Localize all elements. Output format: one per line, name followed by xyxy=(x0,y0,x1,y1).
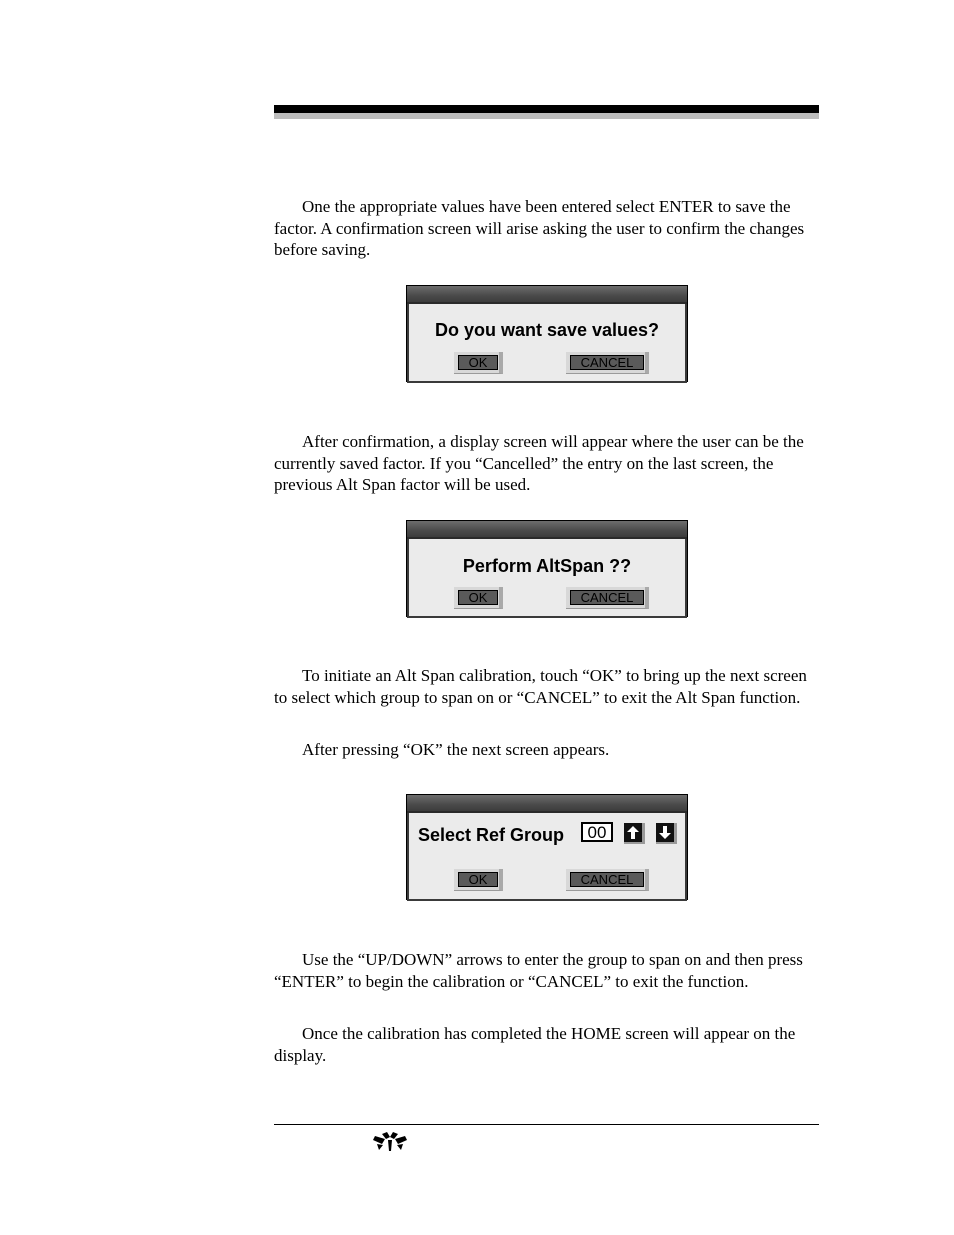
paragraph-home-screen: Once the calibration has completed the HOME screen will appear on the display. xyxy=(274,1024,796,1065)
dialog-perform-altspan xyxy=(406,520,688,617)
arrow-up-icon xyxy=(626,825,640,840)
dialog-titlebar xyxy=(407,795,687,813)
paragraph-save-instructions: One the appropriate values have been entered select ENTER to save the factor. A confirmation screen will arise asking the user to confirm the changes before saving. xyxy=(274,197,805,259)
dialog-titlebar xyxy=(407,286,687,304)
ref-group-value[interactable]: 00 xyxy=(581,822,613,842)
dialog-body xyxy=(407,813,687,901)
dialog-prompt: Do you want save values? xyxy=(434,320,660,340)
paragraph-up-down-instructions: Use the “UP/DOWN” arrows to enter the group to span on and then press “ENTER” to begin the calibration or “CANCEL” to exit the function. xyxy=(274,950,803,991)
cancel-button-label: CANCEL xyxy=(570,872,644,887)
arrow-down-icon xyxy=(658,825,672,840)
paragraph-confirmation: After confirmation, a display screen will appear where the user can be the currently saved factor. If you “Cancelled” the entry on the last screen, the previous Alt Span factor will be used. xyxy=(274,432,804,494)
cancel-button[interactable] xyxy=(566,869,649,891)
paragraph-initiate-altspan: To initiate an Alt Span calibration, touch “OK” to bring up the next screen to select which group to span on or “CANCEL” to exit the Alt Span function. xyxy=(274,666,807,707)
footer-rule xyxy=(274,1124,819,1125)
dialog-select-ref-group xyxy=(406,794,688,900)
dialog-body xyxy=(407,539,687,618)
ref-group-label: Select Ref Group xyxy=(418,825,565,845)
ok-button-label: OK xyxy=(458,872,498,887)
dialog-save-values xyxy=(406,285,688,382)
cancel-button-label: CANCEL xyxy=(570,590,644,605)
ok-button-label: OK xyxy=(458,355,498,370)
dialog-prompt: Perform AltSpan ?? xyxy=(462,556,632,576)
cancel-button-label: CANCEL xyxy=(570,355,644,370)
dialog-titlebar xyxy=(407,521,687,539)
arrow-up-button[interactable] xyxy=(624,823,645,844)
teledyne-logo-icon xyxy=(372,1131,408,1158)
cancel-button[interactable] xyxy=(566,352,649,374)
header-rule-black xyxy=(274,105,819,113)
ok-button-label: OK xyxy=(458,590,498,605)
ok-button[interactable] xyxy=(454,587,503,609)
ok-button[interactable] xyxy=(454,869,503,891)
cancel-button[interactable] xyxy=(566,587,649,609)
paragraph-after-ok: After pressing “OK” the next screen appears. xyxy=(302,740,610,759)
header-rule-grey xyxy=(274,113,819,119)
ok-button[interactable] xyxy=(454,352,503,374)
arrow-down-button[interactable] xyxy=(656,823,677,844)
dialog-body xyxy=(407,304,687,383)
